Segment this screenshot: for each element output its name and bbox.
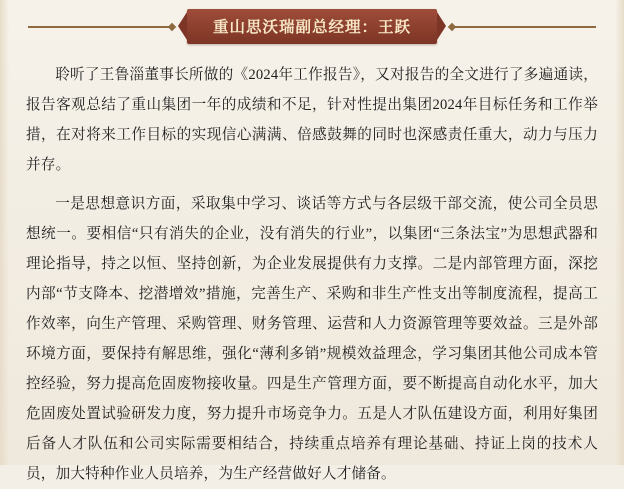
- page-title: 重山思沃瑞副总经理：王跃: [187, 9, 437, 44]
- page-right-edge-decoration: [615, 0, 624, 465]
- header-bar: [0, 0, 624, 52]
- paragraph-1: 聆听了王鲁淄董事长所做的《2024年工作报告》，又对报告的全文进行了多遍通读，报告客观总结了重山集团一年的成绩和不足，针对性提出集团2024年目标任务和工作举措，在对将来工作目标的实现信心满满、倍感鼓舞的同时也深感责任重大，动力与压力并存。: [26, 67, 598, 173]
- header-rule-right: [452, 26, 596, 28]
- document-header: [0, 0, 624, 52]
- page-left-edge-decoration: [0, 0, 9, 465]
- header-rule-left: [28, 26, 172, 28]
- paragraph-2: 一是思想意识方面，采取集中学习、谈话等方式与各层级干部交流，使公司全员思想统一。要相信“只有消失的企业，没有消失的行业”，以集团“三条法宝”为思想武器和理论指导，持之以恒、坚持创新，为企业发展提供有力支撑。二是内部管理方面，深挖内部“节支降本、挖潜增效”措施，完善生产、采购和非生产性支出等制度流程，提高工作效率，向生产管理、采购管理、财务管理、运营和人力资源管理等要效益。三是外部环境方面，要保持有解思维，强化“薄利多销”规模效益理念，学习集团其他公司成本管控经验，努力提高危固废物接收量。四是生产管理方面，要不断提高自动化水平，加大危固废处置试验研发力度，努力提升市场竞争力。五是人才队伍建设方面，利用好集团后备人才队伍和公司实际需要相结合，持续重点培养有理论基础、持证上岗的技术人员，加大特种作业人员培养，为生产经营做好人才储备。: [26, 196, 598, 482]
- document-body: [0, 54, 624, 489]
